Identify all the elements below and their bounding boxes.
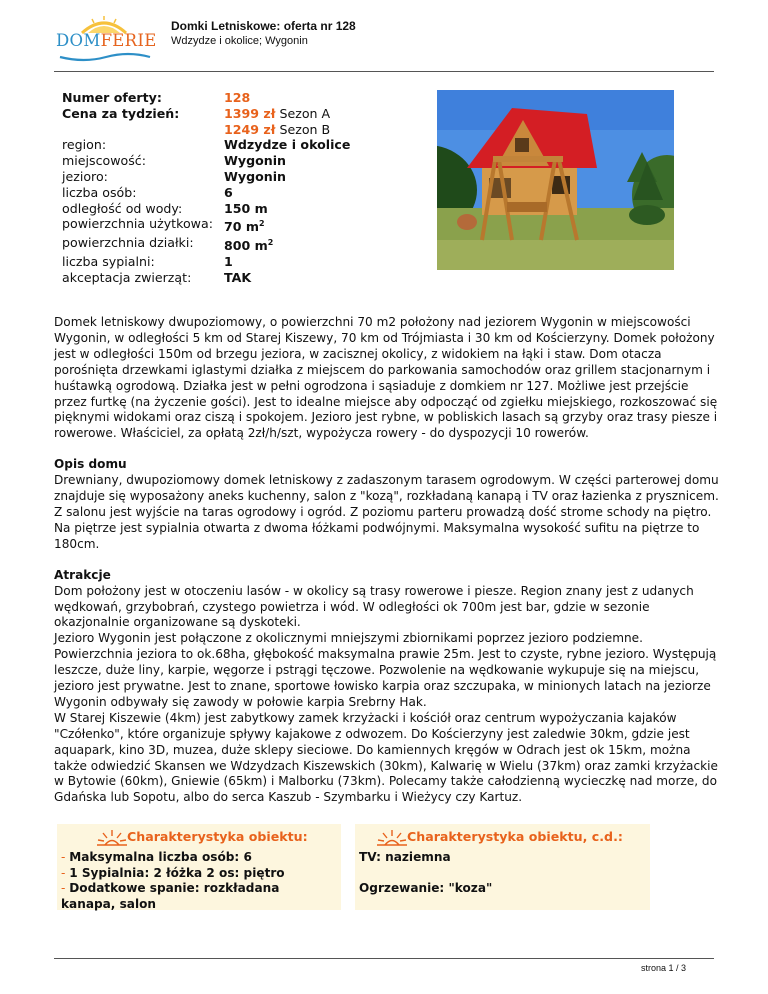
atrakcje-paragraph: Jezioro Wygonin jest połączone z okolicznymi mniejszymi zbiornikami poprzez jezioro podziemne. Powierzchnia jeziora to ok.68ha, głębokość maksymalna prawie 25m. Jest to czyste, rybne jezioro. Występują leszcze, duże liny, karpie, węgorze i pstrągi tęczowe. Pozwolenie na wędkowanie wykupuje się na miejscu, jezioro jest prywatne. Jest to znane, sportowe łowisko karpia oraz szczupaka, w minionych latach na jeziorze Wygonin odbywały się zawody w połowie karpia Srebrny Hak. [54,631,717,709]
opis-paragraph: Drewniany, dwupoziomowy domek letniskowy z zadaszonym tarasem ogrodowym. W części parterowej domu znajduje się wyposażony aneks kuchenny, salon z "kozą", rozkładaną kanapą i TV oraz łazienka z prysznicem. Z salonu jest wyjście na taras ogrodowy i ogród. Z poziomu parteru prowadzą dość strome schody na piętro. Na piętrze jest sypialnia otwarta z dwoma łóżkami podwójnymi. Maksymalna wysokość sufitu na piętrze to 180cm. [54,473,719,551]
fact-row: region: Wdzydze i okolice [62,137,351,153]
fact-row: liczba osób: 6 [62,184,233,200]
price-season-b: 1249 zł Sezon B [224,121,331,137]
box-header [57,826,341,848]
list-item: TV: naziemna [359,850,451,864]
header-divider [54,71,714,72]
fact-row: miejscowość: Wygonin [62,153,287,169]
list-item: - Dodatkowe spanie: rozkładana kanapa, salon [61,881,280,911]
section-heading-atrakcje: Atrakcje [54,567,111,582]
sun-rays-icon [377,828,407,846]
sun-rays-icon [97,828,127,846]
box-header [355,826,650,848]
offer-facts [62,90,350,286]
fact-row: liczba sypialni: 1 [62,254,233,270]
cabin-photo[interactable] [437,90,674,270]
fact-row: powierzchnia działki: 800 $m^2$ [62,235,274,254]
fact-row-price-b [62,122,350,138]
document-title: Domki Letniskowe: oferta nr 128 [171,19,356,33]
description-paragraph: Domek letniskowy dwupoziomowy, o powierzchni 70 m2 położony nad jeziorem Wygonin w miejscowości Wygonin, w odległości 5 km od Starej Kiszewy, 70 km od Trójmiasta i 30 km od Kościerzyny. Domek położony jest w odległości 150m od brzegu jeziora, w zacisznej okolicy, z widokiem na łąki i staw. Dom otacza porośnięta drzewkami iglastymi działka z miejscem do parkowania samochodów oraz grillem stacjonarnym i huśtawką ogrodową. Działka jest w pełni ogrodzona i sąsiaduje z domkiem nr 127. Możliwe jest przejście przez furtkę (na życzenie gości). Jest to idealne miejsce aby odpocząć od zgiełku miejskiego, rozkoszować się pięknymi widokami oraz ciszą i spokojem. Jezioro jest rybne, w pobliskich lasach są grzyby oraz trasy piesze i rowerowe. Właściciel, za opłatą 2zł/h/szt, wypożycza rowery - do dyspozycji 10 rowerów. [54,315,718,441]
logo-wordmark: DOMFERIE [56,31,157,50]
section-heading-opis: Opis domu [54,457,127,472]
list-item: Ogrzewanie: "koza" [359,880,493,895]
characteristics-list [57,850,341,912]
characteristics-box [57,824,341,910]
characteristics-list [355,850,650,896]
domferie-logo[interactable] [54,15,157,63]
logo-wave-icon [54,51,154,63]
fact-row: jezioro: Wygonin [62,168,287,184]
fact-row-price: Cena za tydzień: 1399 zł Sezon A [62,105,331,121]
atrakcje-paragraph: Dom położony jest w otoczeniu lasów - w okolicy są trasy rowerowe i piesze. Region znany jest z udanych wędkowań, grzybobrań, czystego powietrza i wód. W odległości ok 700m jest bar, gdzie w sezonie okazjonalnie organizowane są dyskoteki. [54,583,694,630]
page-number: strona 1 / 3 [640,963,686,973]
characteristics-box-continued [355,824,650,910]
atrakcje-paragraph: W Starej Kiszewie (4km) jest zabytkowy zamek krzyżacki i kościół oraz centrum wypożyczania kajaków "Czółenko", które organizuje spływy kajakowe z odwozem. Do Kościerzyny jest zaledwie 30km, gdzie jest aquapark, kino 3D, muzea, duże sklepy sieciowe. Do kamiennych kręgów w Odrach jest ok 15km, można także odwiedzić Skansen we Wdzydzach Kiszewskich (30km), Kalwarię w Wielu (37km) oraz zamki krzyżackie w Bytowie (60km), Gniewie (65km) i Malborku (73km). Polecamy także całodzienną wycieczkę nad morze, do Gdańska lub Sopotu, albo do serca Kaszub - Szymbarku i Wieżycy czy Kartuz. [54,710,718,805]
document-subtitle: Wdzydze i okolice; Wygonin [171,35,308,47]
fact-row-offer: Numer oferty: 128 [62,90,251,105]
offer-description [54,315,724,806]
fact-row: akceptacja zwierząt: TAK [62,270,252,286]
fact-row: odległość od wody: 150 m [62,200,268,216]
offer-number: 128 [224,90,251,105]
box-title: Charakterystyka obiektu: [127,829,308,845]
box-title: Charakterystyka obiektu, c.d.: [407,829,623,845]
list-item: - 1 Sypialnia: 2 łóżka 2 os: piętro [61,865,285,880]
fact-row: powierzchnia użytkowa: 70 $m^2$ [62,216,265,235]
list-item: - Maksymalna liczba osób: 6 [61,850,252,864]
footer-divider [54,958,714,959]
price-season-a: 1399 zł Sezon A [224,105,331,121]
